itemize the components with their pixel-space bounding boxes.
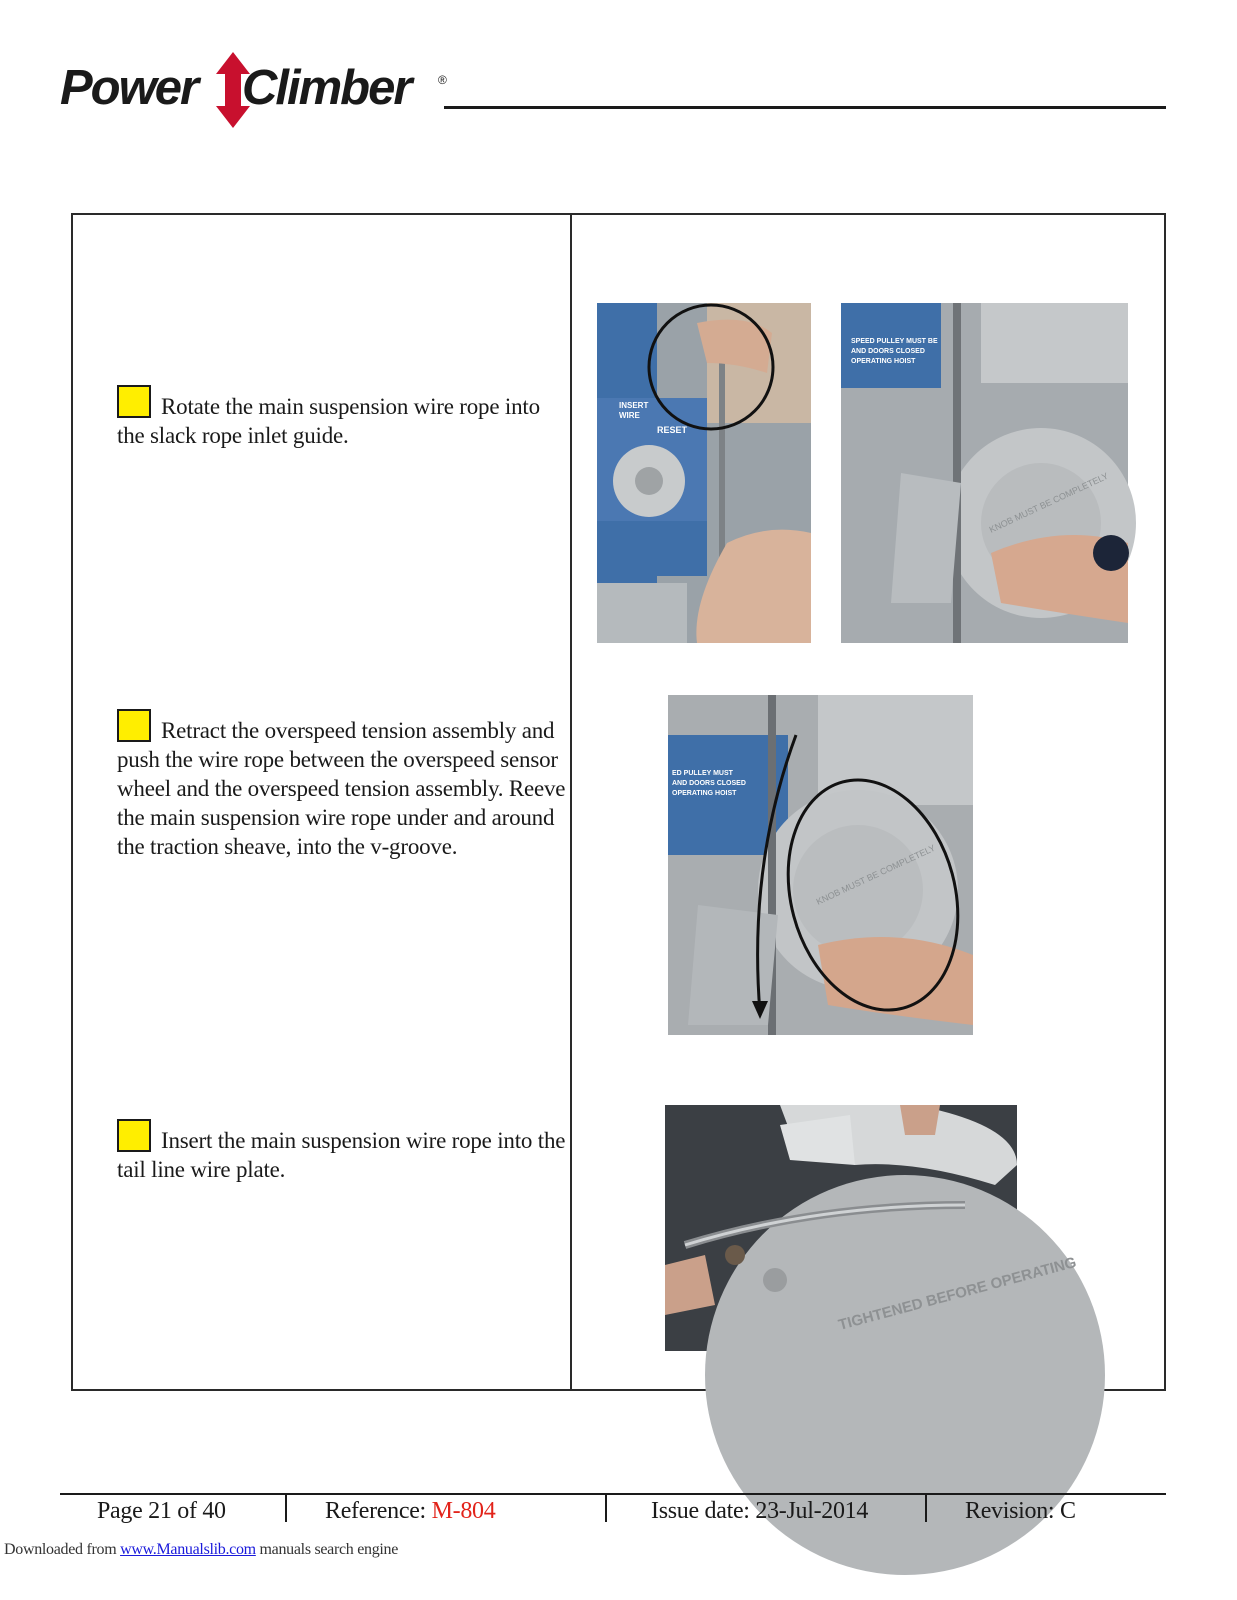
- svg-text:AND DOORS CLOSED: AND DOORS CLOSED: [672, 780, 746, 787]
- footer-page-number: Page 21 of 40: [97, 1498, 226, 1524]
- power-climber-logo: [60, 48, 460, 132]
- svg-text:TIGHTENED BEFORE OPERATING: TIGHTENED BEFORE OPERATING: [836, 1253, 1079, 1334]
- brand-word-climber: Climber: [242, 61, 411, 115]
- registered-mark: ®: [438, 73, 447, 87]
- header-rule: [444, 106, 1166, 109]
- footer-revision: Revision: C: [965, 1498, 1076, 1524]
- download-notice: [4, 1541, 398, 1559]
- svg-text:WIRE: WIRE: [619, 411, 640, 420]
- svg-text:ED PULLEY MUST: ED PULLEY MUST: [672, 770, 733, 777]
- step-2-photo: [668, 695, 973, 1035]
- checkbox-icon[interactable]: [117, 709, 151, 742]
- footer-separator: [285, 1495, 287, 1522]
- svg-text:RESET: RESET: [657, 425, 688, 435]
- svg-text:OPERATING HOIST: OPERATING HOIST: [672, 790, 737, 797]
- instruction-table: [71, 213, 1166, 1391]
- step-3: [117, 1119, 567, 1184]
- step-1-photo-left: [597, 303, 811, 643]
- step-1-photo-right: [841, 303, 1128, 643]
- download-suffix: manuals search engine: [255, 1541, 399, 1558]
- manualslib-link[interactable]: www.Manualslib.com: [120, 1541, 256, 1558]
- step-3-photo: [665, 1105, 1079, 1351]
- step-1: [117, 385, 567, 450]
- checkbox-icon[interactable]: [117, 385, 151, 418]
- svg-text:AND DOORS CLOSED: AND DOORS CLOSED: [851, 348, 925, 355]
- footer-issue-date: Issue date: 23-Jul-2014: [651, 1498, 869, 1524]
- svg-text:INSERT: INSERT: [619, 401, 649, 410]
- footer-reference-code: M-804: [431, 1498, 496, 1524]
- footer-separator: [925, 1495, 927, 1522]
- step-1-text: Rotate the main suspension wire rope into the slack rope inlet guide.: [117, 394, 540, 448]
- footer-reference-label: Reference:: [325, 1498, 432, 1524]
- svg-text:SPEED PULLEY MUST BE: SPEED PULLEY MUST BE: [851, 338, 938, 345]
- step-2: [117, 709, 567, 861]
- checkbox-icon[interactable]: [117, 1119, 151, 1152]
- footer-reference: [325, 1498, 495, 1525]
- brand-word-power: Power: [60, 61, 198, 115]
- footer-rule: [60, 1493, 1166, 1495]
- svg-text:KNOB MUST BE COMPLETELY: KNOB MUST BE COMPLETELY: [814, 842, 937, 907]
- svg-text:OPERATING HOIST: OPERATING HOIST: [851, 358, 916, 365]
- step-2-text: Retract the overspeed tension assembly and push the wire rope between the overspeed sensor wheel and the overspeed tension assembly. Reeve the main suspension wire rope under and around the traction sheave, into the v-groove.: [117, 718, 566, 859]
- column-divider: [570, 215, 572, 1389]
- footer-separator: [605, 1495, 607, 1522]
- svg-text:KNOB MUST BE COMPLETELY: KNOB MUST BE COMPLETELY: [987, 470, 1110, 535]
- step-3-text: Insert the main suspension wire rope into the tail line wire plate.: [117, 1128, 566, 1182]
- download-prefix: Downloaded from: [4, 1541, 121, 1558]
